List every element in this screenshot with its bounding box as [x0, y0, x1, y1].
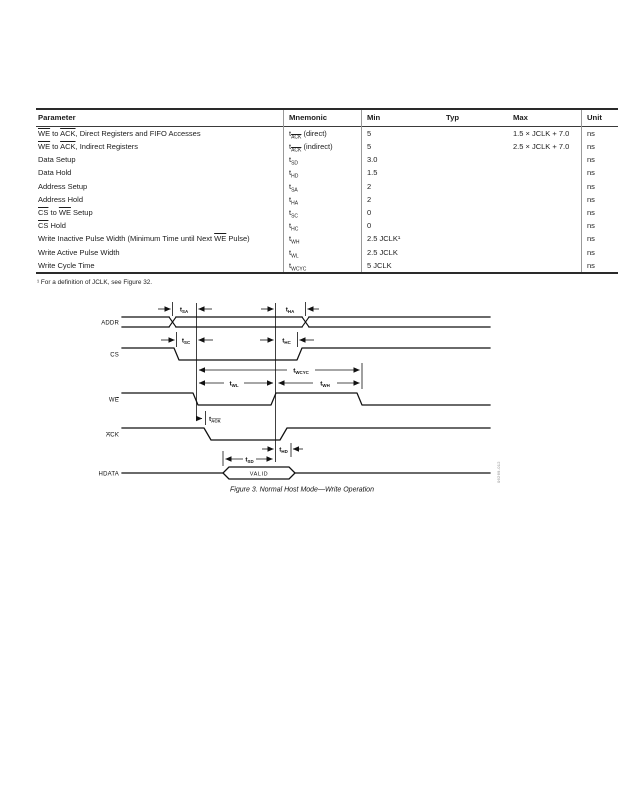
we-trace [122, 393, 490, 405]
mnemonic-cell: $t_{HA}$ [284, 193, 362, 206]
parameter-cell: Write Inactive Pulse Width (Minimum Time until Next $\overline{WE}$ Pulse) [38, 234, 250, 244]
label-twl: $t_{WL}$ [229, 380, 239, 389]
typ-cell [441, 153, 508, 166]
max-cell [508, 153, 582, 166]
min-cell: 1.5 [362, 167, 442, 180]
max-cell [508, 180, 582, 193]
unit-cell: ns [582, 246, 618, 259]
table-row [36, 233, 618, 246]
typ-cell [441, 259, 508, 273]
max-cell [508, 233, 582, 246]
signal-label-cs: CS [110, 352, 119, 359]
label-thd: $t_{HD}$ [279, 446, 288, 455]
figure-id-vertical: 06269-012 [496, 461, 501, 483]
unit-cell: ns [582, 206, 618, 219]
typ-cell [441, 167, 508, 180]
addr-signal [122, 302, 490, 327]
mnemonic-cell: $t_{\overline{ACK}}$ (direct) [284, 127, 362, 141]
table-row [36, 180, 618, 193]
valid-label: VALID [249, 471, 269, 478]
unit-cell: ns [582, 127, 618, 141]
column-header-parameter: Parameter [38, 113, 76, 123]
label-tsa: $t_{SA}$ [179, 306, 189, 315]
tsc-measure [161, 337, 213, 345]
table-header-row [36, 109, 618, 127]
max-cell [508, 246, 582, 259]
label-tsc: $t_{SC}$ [181, 337, 191, 346]
mnemonic-cell: $t_{HD}$ [284, 167, 362, 180]
mnemonic-cell: $t_{WH}$ [284, 233, 362, 246]
parameter-cell: $\overline{WE}$ to $\overline{ACK}$, Indirect Registers [38, 142, 139, 152]
table-row [36, 259, 618, 273]
tha-measure [261, 306, 319, 314]
signal-label-hdata: HDATA [98, 471, 119, 478]
min-cell: 5 [362, 127, 442, 141]
table-header [36, 109, 618, 127]
mnemonic-cell: $t_{WCYC}$ [284, 259, 362, 273]
twh-measure [279, 380, 360, 388]
label-twcyc: $t_{WCYC}$ [293, 367, 309, 376]
parameter-cell: Write Active Pulse Width [38, 247, 120, 257]
table-row [36, 153, 618, 166]
signal-label-ack: ACK [106, 432, 119, 439]
typ-cell [441, 193, 508, 206]
max-cell: 2.5 × JCLK + 7.0 [513, 142, 570, 152]
min-cell: 3.0 [362, 153, 442, 166]
thd-measure [262, 443, 303, 457]
table-body [36, 127, 618, 274]
tack-measure [197, 405, 222, 425]
column-header-typ: Typ [446, 113, 460, 123]
table-row [36, 246, 618, 259]
unit-cell: ns [582, 259, 618, 273]
mnemonic-cell: $t_{SA}$ [284, 180, 362, 193]
typ-cell [441, 219, 508, 232]
hdata-signal [122, 467, 490, 479]
max-cell [508, 193, 582, 206]
min-cell: 0 [362, 219, 442, 232]
unit-cell: ns [582, 180, 618, 193]
min-cell: 5 JCLK [362, 259, 442, 273]
label-tsd: $t_{SD}$ [245, 456, 254, 465]
timing-diagram [0, 292, 618, 507]
label-tha: $t_{HA}$ [285, 306, 295, 315]
addr-crossover-icon [169, 317, 309, 327]
min-cell: 2 [362, 193, 442, 206]
label-thc: $t_{HC}$ [282, 337, 291, 346]
min-cell: 5 [362, 140, 442, 153]
min-cell: 2 [362, 180, 442, 193]
unit-cell: ns [582, 193, 618, 206]
parameter-cell: $\overline{WE}$ to $\overline{ACK}$, Direct Registers and FIFO Accesses [38, 128, 201, 138]
timing-parameters-table [36, 108, 618, 274]
typ-cell [441, 246, 508, 259]
parameter-cell: $\overline{CS}$ Hold [38, 221, 66, 231]
thc-measure [260, 337, 314, 345]
table-footnote: ¹ For a definition of JCLK, see Figure 32. [37, 279, 153, 286]
cs-trace [122, 348, 490, 360]
signal-label-we: WE [108, 397, 119, 404]
cs-signal [122, 332, 490, 360]
parameter-cell: Write Cycle Time [38, 260, 95, 270]
max-cell: 1.5 × JCLK + 7.0 [513, 128, 570, 138]
ack-trace [122, 428, 490, 440]
signal-label-addr: ADDR [101, 320, 119, 327]
max-cell [508, 219, 582, 232]
table-row [36, 127, 618, 141]
tsd-measure [223, 451, 273, 466]
timing-table-container [36, 108, 618, 274]
parameter-cell: $\overline{CS}$ to $\overline{WE}$ Setup [38, 207, 93, 217]
max-cell [508, 206, 582, 219]
unit-cell: ns [582, 167, 618, 180]
figure-caption: Figure 3. Normal Host Mode—Write Operation [230, 486, 374, 494]
parameter-cell: Data Setup [38, 155, 76, 165]
mnemonic-cell: $t_{\overline{ACK}}$ (indirect) [284, 140, 362, 153]
mnemonic-cell: $t_{WL}$ [284, 246, 362, 259]
label-tack: $t_{ACK}$ [209, 415, 221, 424]
twcyc-measure [199, 363, 362, 389]
column-header-mnemonic: Mnemonic [284, 109, 362, 127]
min-cell: 2.5 JCLK [362, 246, 442, 259]
parameter-cell: Data Hold [38, 168, 72, 178]
mnemonic-cell: $t_{HC}$ [284, 219, 362, 232]
unit-cell: ns [582, 153, 618, 166]
column-header-min: Min [362, 109, 442, 127]
max-cell [508, 259, 582, 273]
table-row [36, 140, 618, 153]
typ-cell [441, 127, 508, 141]
label-twh: $t_{WH}$ [320, 380, 330, 389]
parameter-cell: Address Setup [38, 181, 88, 191]
table-row [36, 206, 618, 219]
typ-cell [441, 206, 508, 219]
column-header-unit: Unit [582, 109, 618, 127]
table-row [36, 193, 618, 206]
unit-cell: ns [582, 233, 618, 246]
column-header-max: Max [513, 113, 528, 123]
mnemonic-cell: $t_{SD}$ [284, 153, 362, 166]
min-cell: 0 [362, 206, 442, 219]
table-row [36, 167, 618, 180]
unit-cell: ns [582, 219, 618, 232]
min-cell: 2.5 JCLK¹ [362, 233, 442, 246]
tsa-measure [158, 306, 212, 314]
typ-cell [441, 180, 508, 193]
twl-measure [199, 380, 273, 388]
mnemonic-cell: $t_{SC}$ [284, 206, 362, 219]
typ-cell [441, 233, 508, 246]
unit-cell: ns [582, 140, 618, 153]
table-row [36, 219, 618, 232]
parameter-cell: Address Hold [38, 194, 84, 204]
max-cell [508, 167, 582, 180]
typ-cell [441, 140, 508, 153]
